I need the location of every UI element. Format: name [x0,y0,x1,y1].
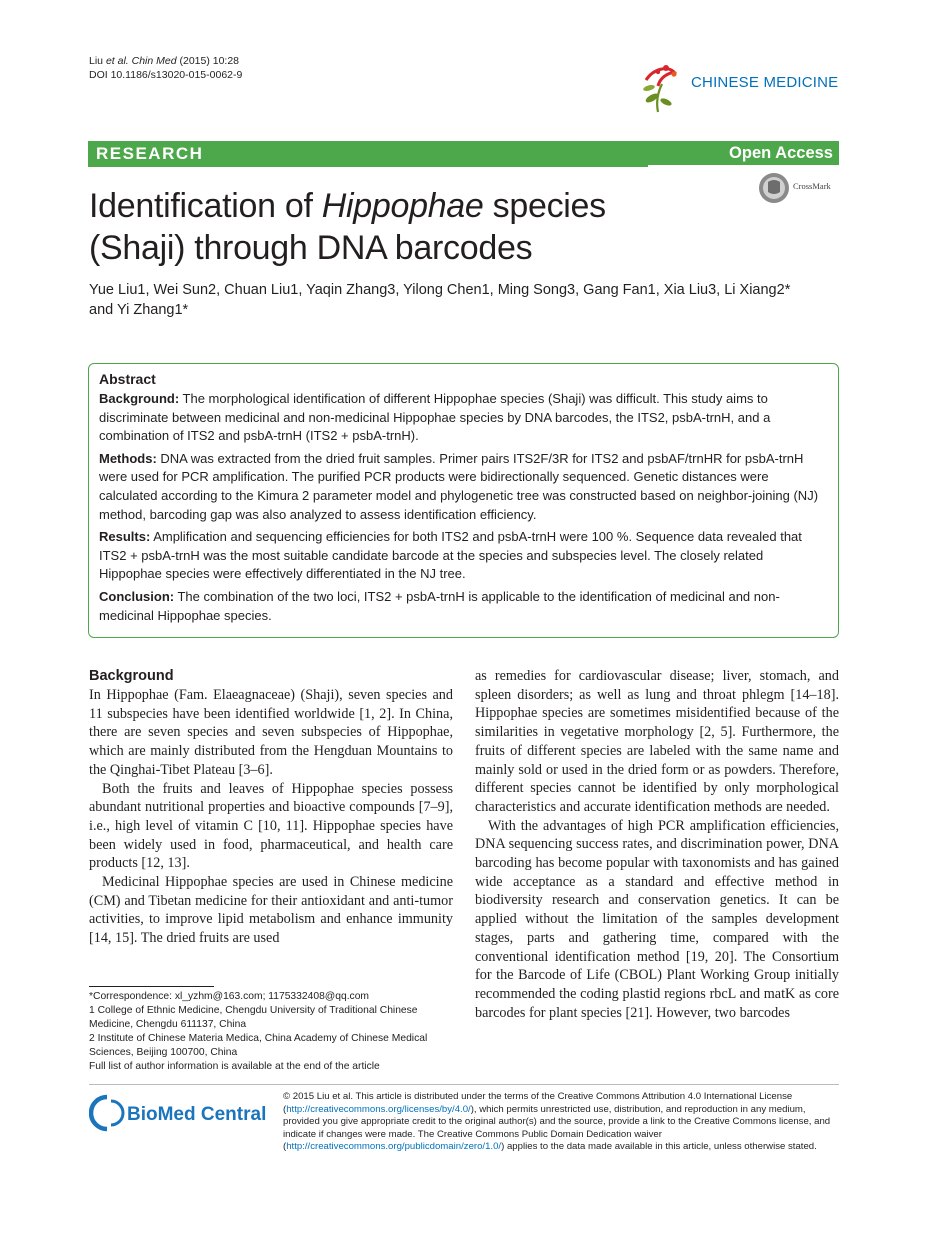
body-right-column [475,667,839,1022]
body-paragraph: as remedies for cardiovascular disease; liver, stomach, and spleen disorders; as well as lung and throat phlegm [14–18]. Hippophae species are sometimes misidentified because of the similarities in vegetative morphology [2, 5]. Furthermore, the fruits of different species are labeled with the same name and mainly sold or used in the dried form or as powders. Therefore, different species cannot be identified by only morphological characteristics and accurate identification methods are needed. [475,668,839,815]
body-paragraph: With the advantages of high PCR amplification efficiencies, DNA sequencing success rates, and discrimination power, DNA barcoding has become popular with taxonomists and has gained wide acceptance as a standard and effective method in biodiversity research and conservation genetics. It can be applied without the limitation of the samples development stages, parts and gathering time, compared with the conventional identification method [19, 20]. The Consortium for the Barcode of Life (CBOL) Plant Working Group initially recommended the coding plastid regions rbcL and matK as core barcodes for plant species [21]. However, two barcodes [475,817,839,1021]
doi: DOI 10.1186/s13020-015-0062-9 [89,69,243,81]
citation-header [89,54,242,82]
public-domain-link[interactable]: http://creativecommons.org/publicdomain/zero/1.0/ [286,1141,502,1153]
abstract-background: Background: The morphological identification of different Hippophae species (Shaji) was difficult. This study aims to discriminate between medicinal and non-medicinal Hippophae species by DNA barcodes, the ITS2, psbA-trnH, and a combination of ITS2 and psbA-trnH (ITS2 + psbA-trnH). [99,391,771,444]
abstract [99,370,829,629]
body-paragraph: Both the fruits and leaves of Hippophae species possess abundant nutritional properties and bioactive compounds [7–9], i.e., high level of vitamin C [10, 11]. Hippophae species have been widely used in food, pharmaceutical, and health care products [12, 13]. [89,780,453,872]
abstract-results: Results: Amplification and sequencing efficiencies for both ITS2 and psbA-trnH were 100 %. Sequence data revealed that ITS2 + psbA-trnH was the most suitable candidate barcode at the species and subspecies level. The closely related Hippophae species were effectively differentiated in the NJ tree. [99,529,802,582]
author-info-note: Full list of author information is available at the end of the article [89,1061,380,1072]
chinese-medicine-logo-icon [636,58,684,114]
footer-rule [89,1084,839,1085]
open-access-badge: Open Access [648,141,839,165]
body-left-column [89,667,453,948]
license-link[interactable]: http://creativecommons.org/licenses/by/4.0/ [286,1103,471,1115]
footnotes [89,990,454,1074]
license-notice: © 2015 Liu et al. This article is distributed under the terms of the Creative Commons Attribution 4.0 International License (http://creativecommons.org/licenses/by/4.0/), which permits unrestricted use, distribution, and reproduction in any medium, provided you give appropriate credit to the original author(s) and the source, provide a link to the Creative Commons license, and indicate if changes were made. The Creative Commons Public Domain Dedication waiver (http://creativecommons.org/publicdomain/zero/1.0/) applies to the data made available in this article, unless otherwise stated. [283,1091,831,1153]
authors-line-1: Yue Liu1, Wei Sun2, Chuan Liu1, Yaqin Zhang3, Yilong Chen1, Ming Song3, Gang Fan1, Xia Liu3, Li Xiang2* [89,282,791,298]
crossmark-label: CrossMark [793,181,831,191]
author-list [89,280,829,320]
biomed-central-logo-icon [89,1093,269,1133]
authors-line-2: and Yi Zhang1* [89,302,189,318]
abstract-methods: Methods: DNA was extracted from the dried fruit samples. Primer pairs ITS2F/3R for ITS2 and psbAF/trnHR for psbA-trnH were used for PCR amplification. The purified PCR products were bidirectionally sequenced. Genetic distances were calculated according to the Kimura 2 parameter model and phylogenetic tree was constructed based on neighbor-joining (NJ) method, barcoding gap was also analyzed to assess identification efficiency. [99,450,819,522]
section-label: RESEARCH [88,141,648,167]
correspondence: *Correspondence: xl_yzhm@163.com; 1175332408@qq.com [89,991,370,1002]
publisher-logo-text: BioMed Central [127,1104,267,1125]
abstract-heading: Abstract [99,371,156,387]
article-title [89,185,729,269]
journal-logo-text: CHINESE MEDICINE [691,74,839,91]
affiliation-2: 2 Institute of Chinese Materia Medica, China Academy of Chinese Medical Sciences, Beijing 100700, China [89,1033,428,1058]
affiliation-1: 1 College of Ethnic Medicine, Chengdu University of Traditional Chinese Medicine, Chengdu 611137, China [89,1005,418,1030]
footnote-rule [89,986,214,987]
body-paragraph: In Hippophae (Fam. Elaeagnaceae) (Shaji), seven species and 11 subspecies have been identified worldwide [1, 2]. In China, there are seven species and seven subspecies of Hippophae, which are mainly distributed from the Hengduan Mountains to the Qinghai-Tibet Plateau [3–6]. [89,687,453,778]
body-paragraph: Medicinal Hippophae species are used in Chinese medicine (CM) and Tibetan medicine for their antioxidant and anti-tumor activities, to improve lipid metabolism and enhance immunity [14, 15]. The dried fruits are used [89,874,453,947]
abstract-conclusion: Conclusion: The combination of the two loci, ITS2 + psbA-trnH is applicable to the identification of medicinal and non-medicinal Hippophae species. [99,588,780,623]
title-line-2: (Shaji) through DNA barcodes [89,229,533,267]
citation-line: Liu et al. Chin Med (2015) 10:28 [89,55,240,67]
crossmark-icon[interactable] [758,172,790,204]
background-heading: Background [89,668,174,684]
title-line-1: Identification of Hippophae species [89,187,606,225]
